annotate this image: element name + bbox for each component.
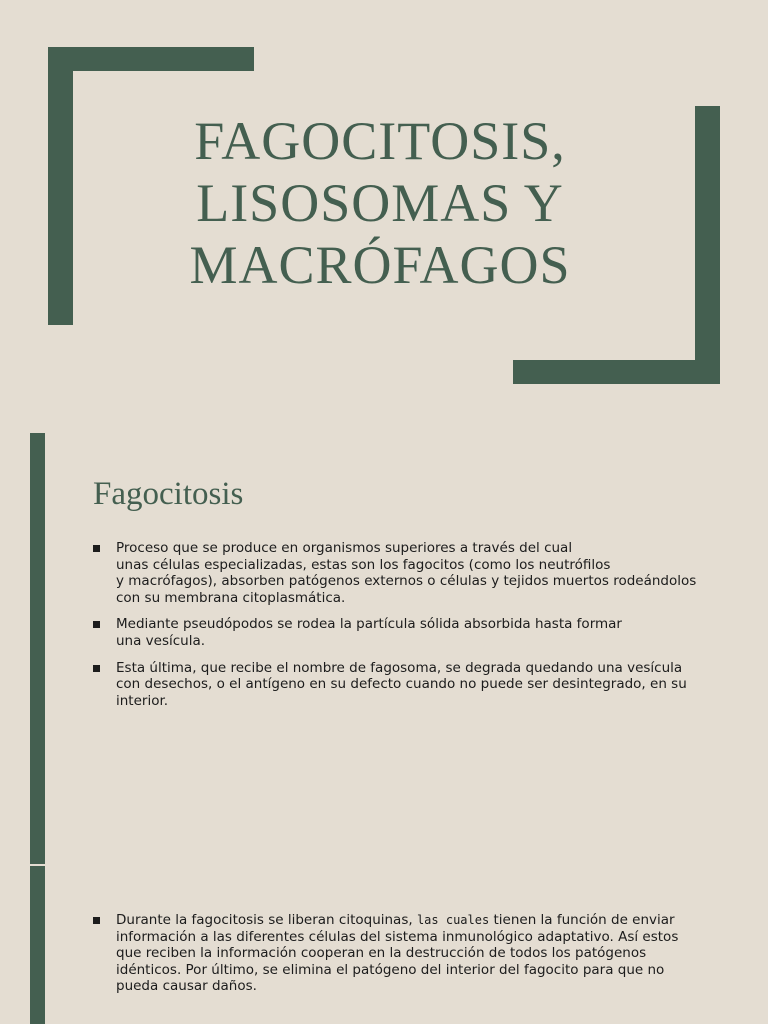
title-line: LISOSOMAS Y [196,173,564,233]
bullet-line: con su membrana citoplasmática. [116,589,346,606]
section-heading: Fagocitosis [93,476,244,512]
slide-accent-bar [30,433,45,864]
list-item [93,616,703,649]
title-frame-bottom-right-vertical [695,106,720,384]
bullet-line: Proceso que se produce en organismos superiores a través del cual [116,540,573,556]
bullet-text: tienen la función de enviar [489,912,675,928]
bullet-line: interior. [116,692,169,709]
bullet-line: unas células especializadas, estas son los fagocitos (como los neutrófilos [116,556,611,573]
bullet-line: pueda causar daños. [116,978,257,995]
bullet-line: y macrófagos), absorben patógenos externos o células y tejidos muertos rodeándolos [116,573,697,590]
bullet-line: Mediante pseudópodos se rodea la partícula sólida absorbida hasta formar [116,616,622,633]
bullet-line: con desechos, o el antígeno en su defecto cuando no puede ser desintegrado, en su [116,676,687,693]
bullet-line: una vesícula. [116,632,206,649]
title-frame-top-left-horizontal [48,47,254,71]
bullet-line: que reciben la información cooperan en la destrucción de todos los patógenos [116,945,647,962]
bullet-list [93,912,703,1005]
bullet-line: información a las diferentes células del sistema inmunológico adaptativo. Así estos [116,928,679,945]
list-item [93,912,703,995]
list-item [93,540,703,606]
bullet-text: Durante la fagocitosis se liberan citoquinas, [116,912,417,928]
bullet-line [116,912,703,929]
title-frame-bottom-right-horizontal [513,360,720,384]
page-title [170,110,590,296]
list-item [93,660,703,710]
title-line: FAGOCITOSIS, [194,111,566,171]
bullet-text-mono: las cuales [416,913,490,927]
bullet-line: idénticos. Por último, se elimina el patógeno del interior del fagocito para que no [116,961,665,978]
slide-accent-bar [30,866,45,1024]
bullet-line: Esta última, que recibe el nombre de fagosoma, se degrada quedando una vesícula [116,659,683,676]
title-line: MACRÓFAGOS [189,235,571,295]
bullet-list [93,540,703,719]
title-frame-top-left-vertical [48,47,73,325]
